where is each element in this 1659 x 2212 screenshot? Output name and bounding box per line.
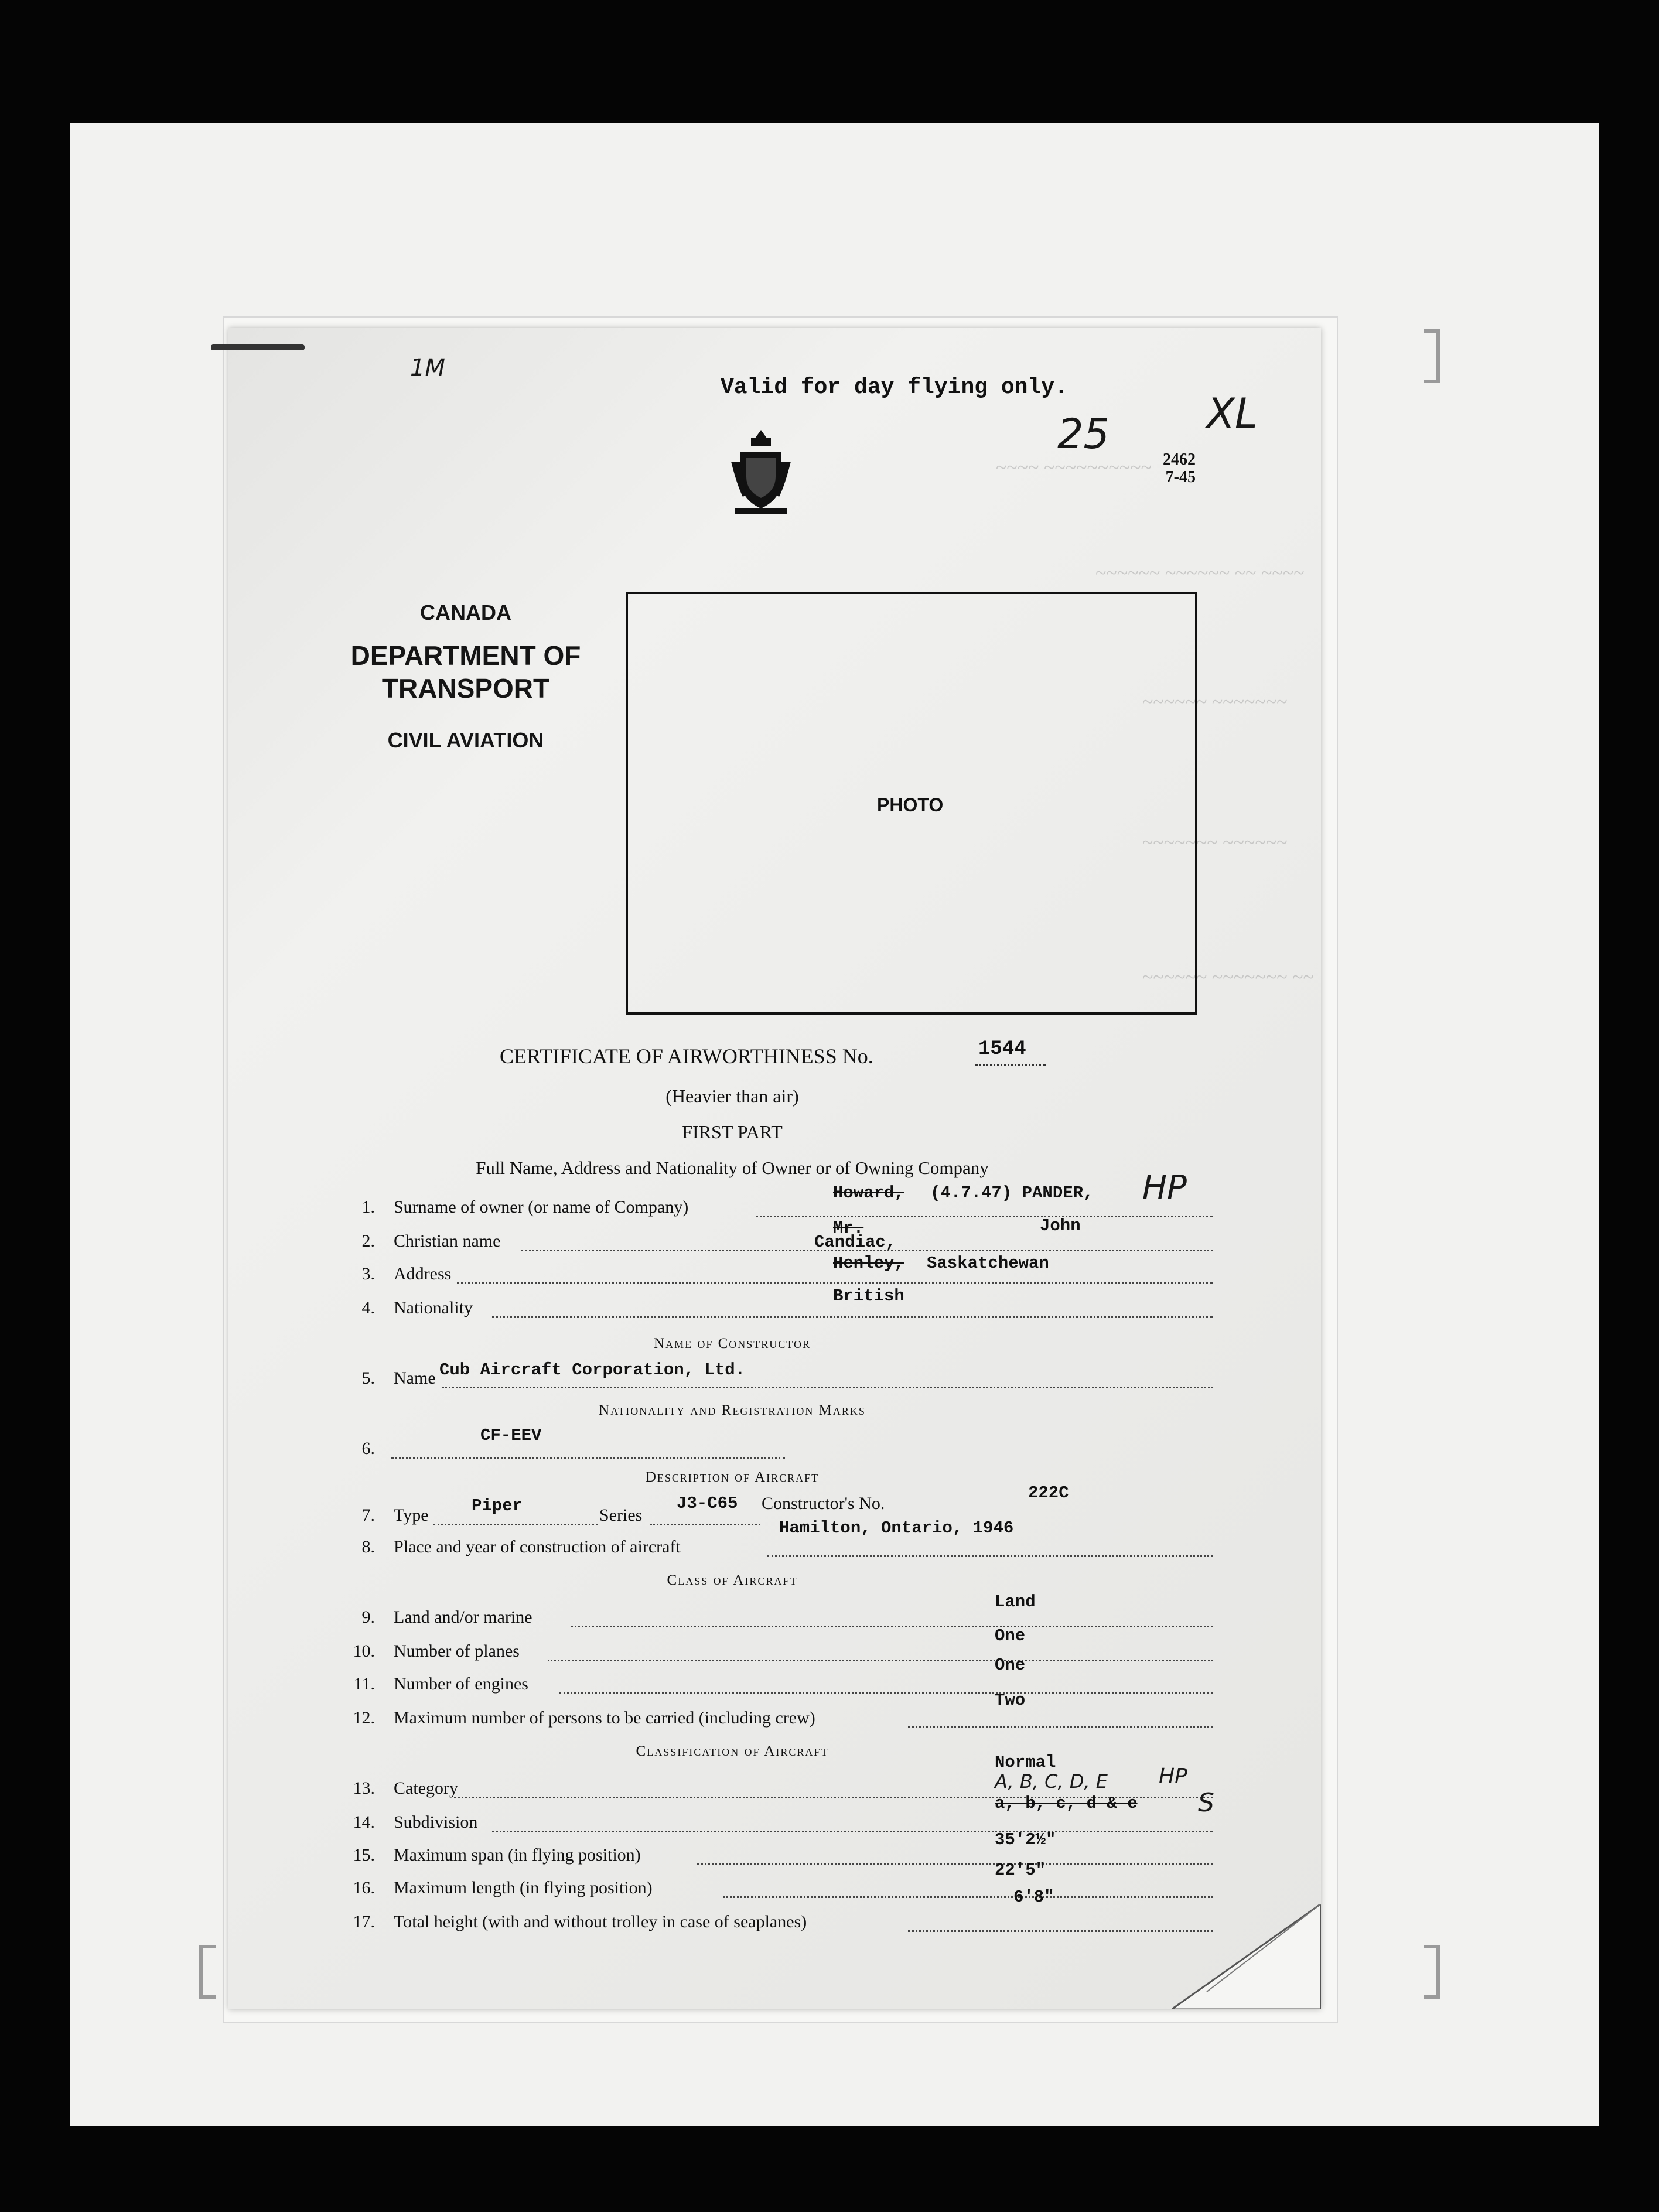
field-christian-name [346, 1228, 1213, 1255]
fill-line [767, 1555, 1213, 1557]
paper-clip-icon [211, 344, 305, 350]
photo-label: PHOTO [877, 794, 944, 815]
folded-corner [1172, 1904, 1321, 2009]
field-label: Nationality [394, 1298, 473, 1317]
field-number: 7. [361, 1506, 375, 1525]
type-label: Type [394, 1506, 429, 1525]
field-max-span [346, 1842, 1213, 1869]
certificate-number-line [975, 1064, 1046, 1066]
field-label: Christian name [394, 1231, 501, 1251]
scan-corner-mark [1424, 329, 1440, 383]
scan-corner-mark [1424, 1945, 1440, 1999]
owner-surname-initials: HP [1142, 1169, 1187, 1207]
certificate-title: CERTIFICATE OF AIRWORTHINESS No. [500, 1044, 873, 1068]
field-label: Land and/or marine [394, 1607, 532, 1627]
fill-line [442, 1387, 1213, 1388]
field-label: Subdivision [394, 1812, 478, 1832]
fill-line [697, 1863, 1213, 1865]
owner-surname-struck: Howard, [833, 1183, 904, 1203]
fill-line [723, 1896, 1213, 1898]
field-number: 17. [353, 1912, 375, 1931]
certificate-number: 1544 [978, 1038, 1026, 1060]
field-number: 8. [361, 1537, 375, 1556]
registration-marks-value: CF-EEV [480, 1426, 542, 1445]
field-number: 5. [361, 1368, 375, 1388]
field-total-height [346, 1909, 1213, 1936]
scan-corner-mark [199, 1945, 216, 1999]
department-name-line2: TRANSPORT [381, 673, 550, 704]
address-struck: Henley, [833, 1254, 904, 1273]
field-address [346, 1261, 1213, 1288]
field-label: Maximum span (in flying position) [394, 1845, 641, 1865]
country-label: CANADA [420, 600, 511, 624]
fill-line [650, 1524, 760, 1525]
place-year-value: Hamilton, Ontario, 1946 [779, 1518, 1014, 1538]
constructor-no-value: 222C [1028, 1483, 1069, 1503]
field-label: Total height (with and without trolley in case of seaplanes) [394, 1912, 807, 1931]
fill-line [457, 1282, 1213, 1284]
branch-label: CIVIL AVIATION [387, 728, 544, 752]
bleed-through-text: ~~~~~~~ ~~~~~~ [1142, 832, 1288, 854]
series-value: J3-C65 [677, 1494, 738, 1513]
series-label: Series [599, 1506, 643, 1525]
category-value: Normal [995, 1753, 1056, 1772]
department-name [328, 639, 603, 705]
max-persons-value: Two [995, 1691, 1026, 1710]
form-number [1163, 451, 1196, 486]
subdivision-handwritten: A, B, C, D, E [995, 1770, 1108, 1793]
class-heading: Class of Aircraft [667, 1572, 798, 1588]
field-number: 14. [353, 1812, 375, 1832]
field-number: 3. [361, 1264, 375, 1283]
field-label: Maximum length (in flying position) [394, 1878, 653, 1897]
field-number: 15. [353, 1845, 375, 1865]
subdivision-struck: a, b, c, d & e [995, 1794, 1138, 1813]
field-number: 12. [353, 1708, 375, 1728]
fill-line [756, 1216, 1213, 1217]
bleed-through-text: ~~~~ ~~~~~~~~~~ [996, 457, 1152, 479]
form-number-date: 7-45 [1165, 468, 1196, 486]
bleed-through-text: ~~~~~~ ~~~~~~ ~~ ~~~~ [1095, 562, 1305, 584]
subdivision-handwritten-s: S [1198, 1788, 1214, 1818]
coat-of-arms-icon [729, 426, 793, 520]
field-label: Address [394, 1264, 452, 1283]
description-heading: Description of Aircraft [645, 1469, 820, 1485]
field-label: Surname of owner (or name of Company) [394, 1197, 689, 1217]
field-number: 13. [353, 1779, 375, 1798]
handwritten-1m: 1M [410, 354, 445, 381]
field-number: 16. [353, 1878, 375, 1897]
form-number-code: 2462 [1163, 450, 1196, 469]
nationality-value: British [833, 1286, 904, 1306]
field-label: Place and year of construction of aircraft [394, 1537, 681, 1556]
certificate-subtitle: (Heavier than air) [665, 1085, 799, 1107]
field-registration-marks [346, 1435, 785, 1462]
land-marine-value: Land [995, 1592, 1036, 1612]
max-length-value: 22'5" [995, 1861, 1046, 1880]
field-land-marine [346, 1604, 1213, 1631]
owner-section-heading: Full Name, Address and Nationality of Owner or of Owning Company [476, 1158, 989, 1178]
department-name-line1: DEPARTMENT OF [350, 640, 581, 671]
bleed-through-text: ~~~~~~ ~~~~~~~ ~~ [1142, 967, 1314, 988]
fill-line [559, 1692, 1213, 1694]
field-label: Name [394, 1368, 436, 1388]
field-label: Maximum number of persons to be carried (including crew) [394, 1708, 815, 1728]
christian-name-value: John [1040, 1216, 1081, 1235]
constructor-no-label: Constructor's No. [762, 1494, 885, 1513]
valid-note: Valid for day flying only. [721, 375, 1068, 400]
fill-line [391, 1457, 785, 1459]
field-number-of-planes [346, 1638, 1213, 1665]
address-above-value: Candiac, [814, 1233, 896, 1252]
field-number: 4. [361, 1298, 375, 1317]
christian-name-struck: Mr. [833, 1218, 864, 1238]
field-max-length [346, 1875, 1213, 1902]
field-label: Number of planes [394, 1641, 520, 1661]
handwritten-xl: XL [1207, 390, 1258, 438]
field-number: 11. [353, 1674, 375, 1694]
department-block [328, 600, 603, 753]
field-max-persons [346, 1705, 1213, 1732]
fill-line [492, 1316, 1213, 1318]
handwritten-25: 25 [1057, 410, 1110, 458]
classification-heading: Classification of Aircraft [636, 1743, 829, 1759]
field-number: 10. [353, 1641, 375, 1661]
constructor-name-value: Cub Aircraft Corporation, Ltd. [439, 1360, 746, 1380]
fill-line [548, 1660, 1213, 1661]
type-value: Piper [472, 1496, 523, 1515]
total-height-value: 6'8" [1013, 1887, 1054, 1907]
fill-line [908, 1726, 1213, 1728]
number-of-engines-value: One [995, 1655, 1026, 1675]
subdivision-initials: HP [1159, 1764, 1187, 1788]
fill-line [433, 1524, 598, 1525]
fill-line [571, 1626, 1213, 1627]
fill-line [908, 1930, 1213, 1932]
constructor-heading: Name of Constructor [654, 1336, 811, 1351]
certificate-part: FIRST PART [682, 1121, 783, 1142]
field-number: 6. [361, 1439, 375, 1458]
field-nationality [346, 1295, 1213, 1322]
field-number: 1. [361, 1197, 375, 1217]
owner-surname-value: (4.7.47) PANDER, [930, 1183, 1094, 1203]
field-label: Category [394, 1779, 458, 1798]
registration-heading: Nationality and Registration Marks [599, 1402, 866, 1418]
max-span-value: 35'2½" [995, 1830, 1056, 1849]
bleed-through-text: ~~~~~~ ~~~~~~~ [1142, 691, 1288, 713]
field-label: Number of engines [394, 1674, 528, 1694]
address-value: Saskatchewan [927, 1254, 1049, 1273]
fill-line [492, 1831, 1213, 1832]
field-number: 9. [361, 1607, 375, 1627]
field-number-of-engines [346, 1671, 1213, 1698]
field-number: 2. [361, 1231, 375, 1251]
number-of-planes-value: One [995, 1626, 1026, 1646]
